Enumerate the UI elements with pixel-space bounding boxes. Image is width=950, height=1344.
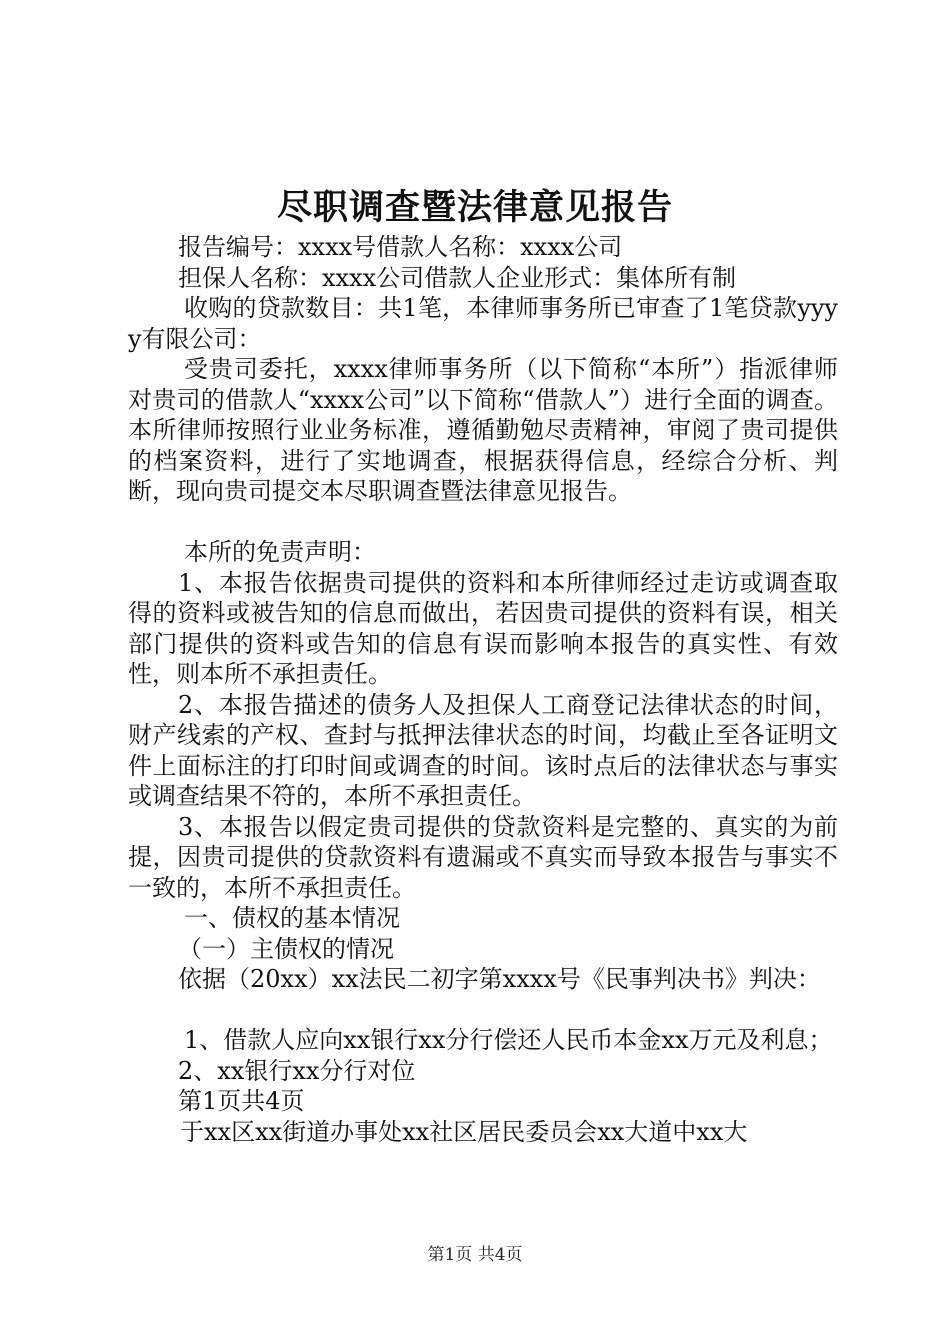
- continuation-line: 于xx区xx街道办事处xx社区居民委员会xx大道中xx大: [180, 1117, 748, 1146]
- inline-page-marker: 第1页共4页: [178, 1087, 305, 1115]
- disclaimer-heading: 本所的免责声明：: [184, 538, 376, 566]
- disclaimer-item-2: 2、本报告描述的债务人及担保人工商登记法律状态的时间，财产线索的产权、查封与抵押法律状态的时间，均截止至各证明文件上面标注的打印时间或调查的时间。该时点后的法律状态与事实或调查结果不符的，本所不承担责任。: [128, 690, 838, 810]
- judgment-basis-line: 依据（20xx）xx法民二初字第xxxx号《民事判决书》判决：: [178, 965, 821, 993]
- section-heading-1: 一、债权的基本情况: [184, 904, 400, 932]
- disclaimer-item-3: 3、本报告以假定贵司提供的贷款资料是完整的、真实的为前提，因贵司提供的贷款资料有遗漏或不真实而导致本报告与事实不一致的，本所不承担责任。: [128, 812, 838, 902]
- document-body: [128, 232, 838, 1147]
- blank-line: [128, 507, 838, 538]
- disclaimer-item-1: 1、本报告依据贵司提供的资料和本所律师经过走访或调查取得的资料或被告知的信息而做出，若因贵司提供的资料有误，相关部门提供的资料或告知的信息有误而影响本报告的真实性、有效性，则本所不承担责任。: [128, 568, 838, 688]
- judgment-item-2: 2、xx银行xx分行对位: [178, 1056, 416, 1085]
- guarantor-line: 担保人名称：xxxx公司借款人企业形式：集体所有制: [178, 263, 737, 292]
- page-footer: 第1页 共4页: [427, 1245, 523, 1265]
- judgment-item-1: 1、借款人应向xx银行xx分行偿还人民币本金xx万元及利息；: [184, 1026, 833, 1054]
- blank-line: [128, 995, 838, 1026]
- document-title: 尽职调查暨法律意见报告: [276, 187, 673, 228]
- subsection-heading-1: （一）主债权的情况: [178, 934, 394, 963]
- loan-count-paragraph: 收购的贷款数目：共1笔，本律师事务所已审查了1笔贷款yyyy有限公司：: [128, 294, 838, 353]
- report-number-line: 报告编号：xxxx号借款人名称：xxxx公司: [178, 233, 623, 261]
- engagement-paragraph: 受贵司委托，xxxx律师事务所（以下简称“本所”）指派律师对贵司的借款人“xxxx公司”以下简称“借款人”）进行全面的调查。本所律师按照行业业务标准，遵循勤勉尽责精神，审阅了贵司提供的档案资料，进行了实地调查，根据获得信息，经综合分析、判断，现向贵司提交本尽职调查暨法律意见报告。: [128, 355, 838, 505]
